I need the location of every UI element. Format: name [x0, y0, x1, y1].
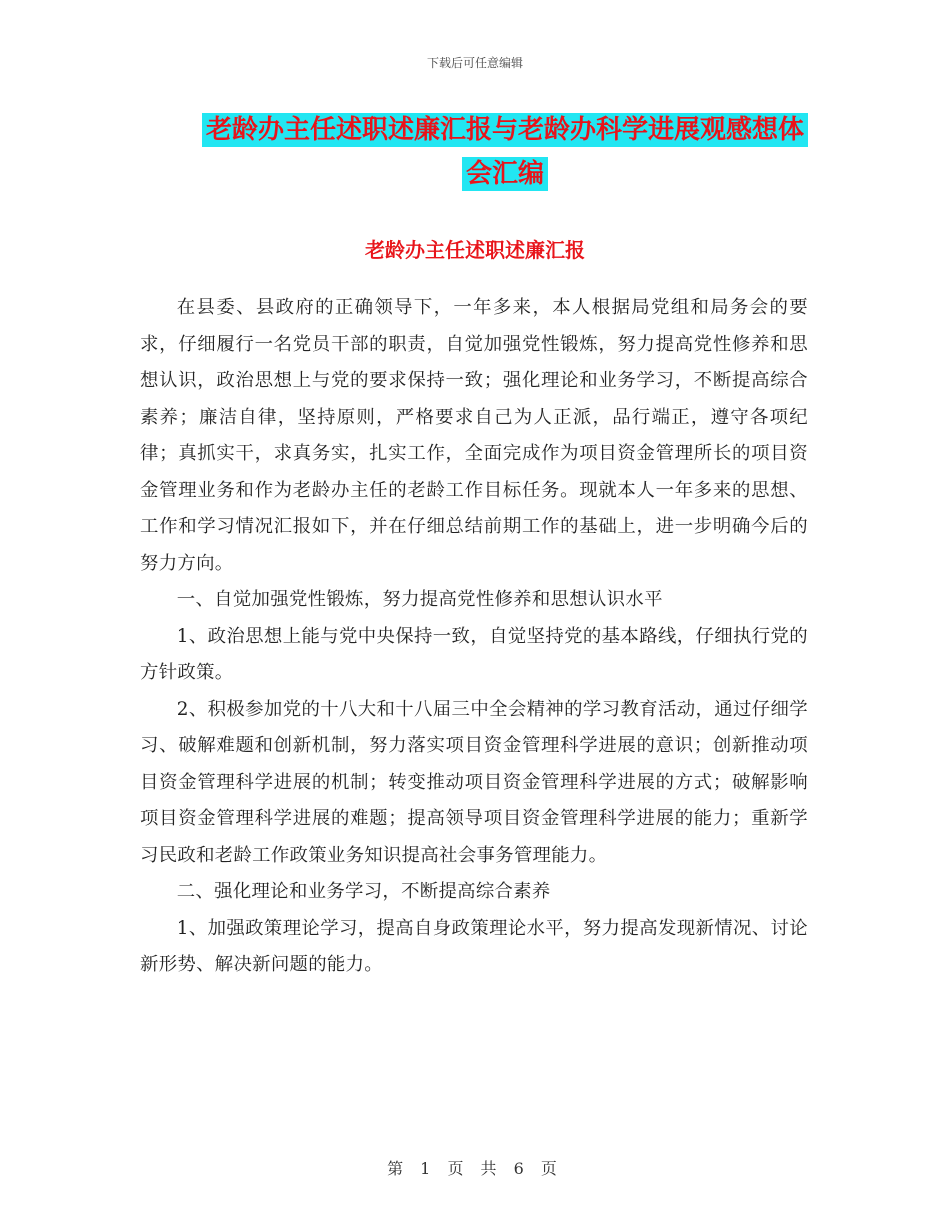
document-title	[190, 108, 820, 196]
title-line-1: 老龄办主任述职述廉汇报与老龄办科学进展观感想体	[202, 113, 808, 147]
page-footer: 第 1 页 共 6 页	[387, 1159, 563, 1178]
paragraph-item-2-1: 1、加强政策理论学习，提高自身政策理论水平，努力提高发现新情况、讨论新形势、解决新问题的能力。	[140, 917, 808, 975]
title-line-2: 会汇编	[462, 157, 548, 191]
paragraph-intro: 在县委、县政府的正确领导下，一年多来，本人根据局党组和局务会的要求，仔细履行一名党员干部的职责，自觉加强党性锻炼，努力提高党性修养和思想认识，政治思想上与党的要求保持一致；强化理论和业务学习，不断提高综合素养；廉洁自律，坚持原则，严格要求自己为人正派，品行端正，遵守各项纪律；真抓实干，求真务实，扎实工作，全面完成作为项目资金管理所长的项目资金管理业务和作为老龄办主任的老龄工作目标任务。现就本人一年多来的思想、工作和学习情况汇报如下，并在仔细总结前期工作的基础上，进一步明确今后的努力方向。	[140, 297, 808, 574]
heading-section-1: 一、自觉加强党性锻炼，努力提高党性修养和思想认识水平	[176, 589, 663, 610]
paragraph-item-1-1: 1、政治思想上能与党中央保持一致，自觉坚持党的基本路线，仔细执行党的方针政策。	[140, 625, 808, 683]
header-note: 下载后可任意编辑	[426, 56, 523, 70]
heading-section-2: 二、强化理论和业务学习，不断提高综合素养	[176, 881, 551, 902]
document-body	[140, 290, 808, 984]
section-title: 老龄办主任述职述廉汇报	[365, 238, 585, 262]
paragraph-item-1-2: 2、积极参加党的十八大和十八届三中全会精神的学习教育活动，通过仔细学习、破解难题和创新机制，努力落实项目资金管理科学进展的意识；创新推动项目资金管理科学进展的机制；转变推动项目资金管理科学进展的方式；破解影响项目资金管理科学进展的难题；提高领导项目资金管理科学进展的能力；重新学习民政和老龄工作政策业务知识提高社会事务管理能力。	[140, 698, 808, 866]
